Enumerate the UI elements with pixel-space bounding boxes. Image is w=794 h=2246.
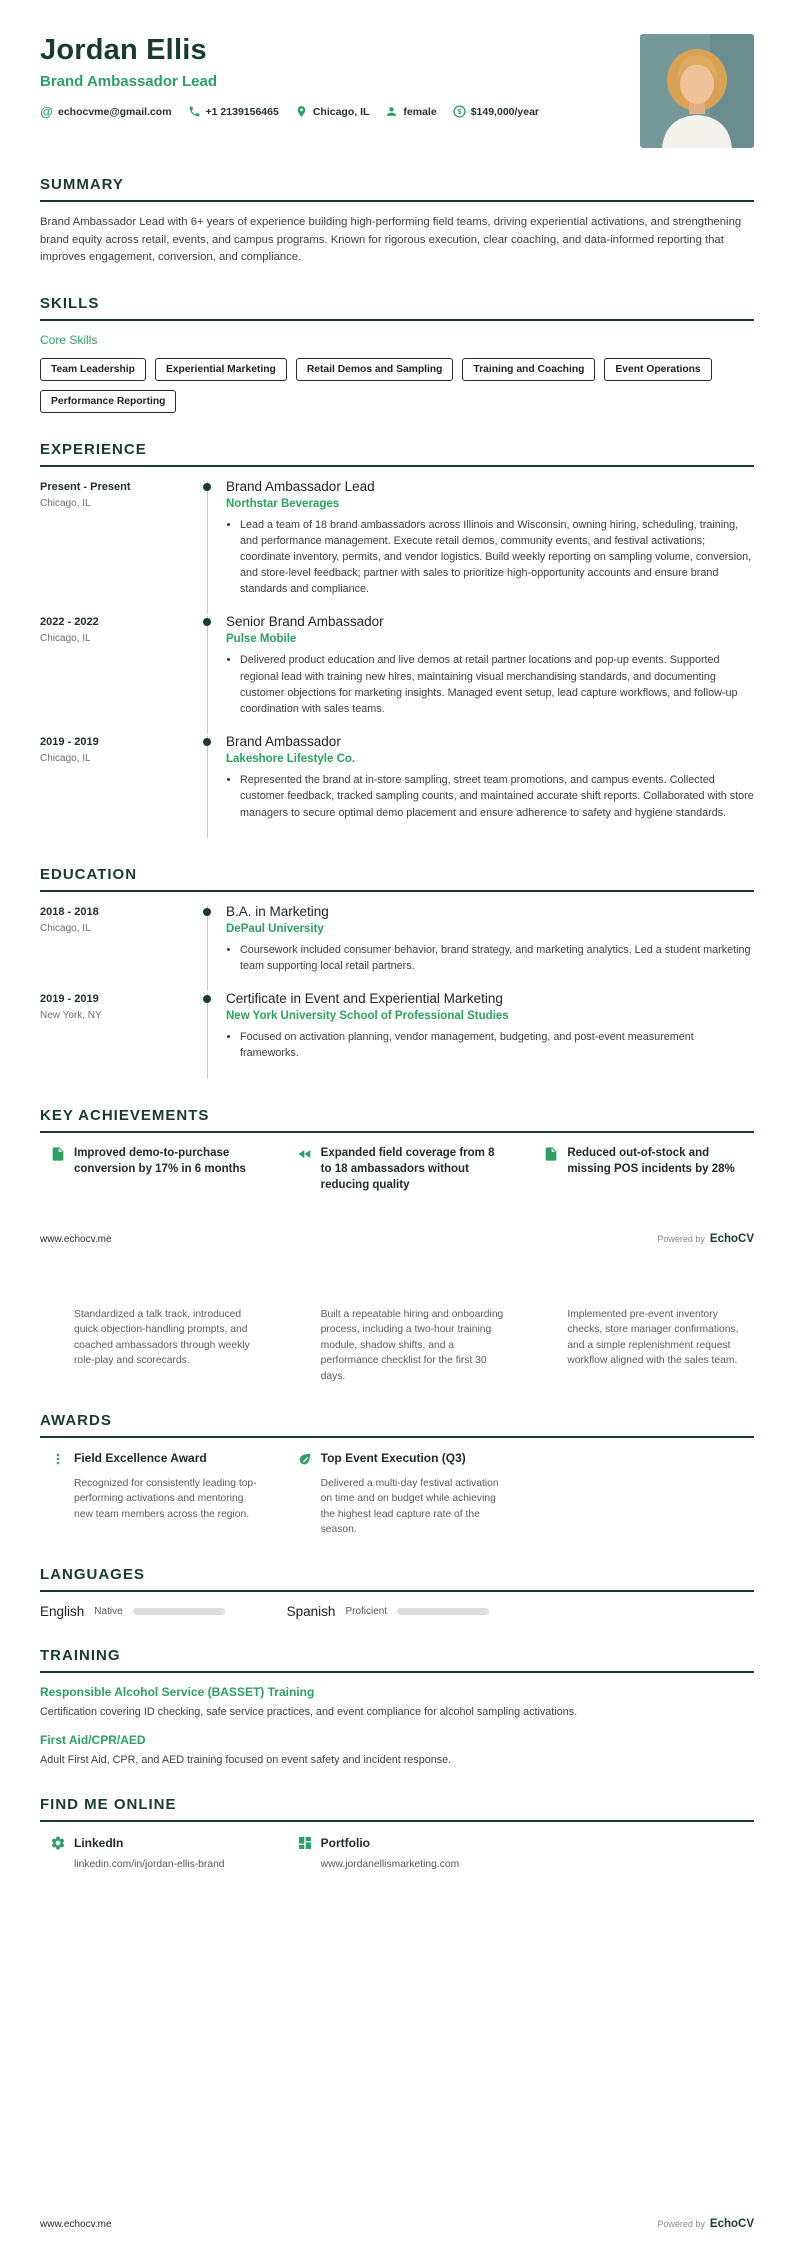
achievement-title: Expanded field coverage from 8 to 18 ambassadors without reducing quality bbox=[320, 1146, 495, 1191]
section-skills bbox=[40, 295, 754, 413]
experience-bullet: • Represented the brand at in-store sampling, street team promotions, and campus events. Collected customer feedback, tracked sampling counts, and maintained accurate shift reports. Collaborated with store managers to secure optimal demo placement and ensure adherence to safety and hygiene standards. bbox=[240, 772, 754, 821]
echocv-brand-link[interactable]: EchoCV bbox=[709, 2218, 754, 2230]
timeline-track bbox=[188, 904, 226, 991]
grid-icon bbox=[297, 1835, 313, 1851]
experience-entry bbox=[40, 479, 754, 615]
contact-phone[interactable] bbox=[188, 105, 279, 118]
online-head bbox=[287, 1834, 508, 1851]
training-description: Adult First Aid, CPR, and AED training focused on event safety and incident response. bbox=[40, 1753, 452, 1766]
page1-footer bbox=[40, 1233, 754, 1245]
award-title: Field Excellence Award bbox=[74, 1450, 207, 1465]
location-pin-icon bbox=[295, 105, 308, 118]
training-item bbox=[40, 1685, 754, 1720]
education-dates: 2018 - 2018 bbox=[40, 905, 99, 918]
rewind-icon bbox=[297, 1146, 313, 1162]
profile-photo bbox=[640, 34, 754, 148]
experience-location: Chicago, IL bbox=[40, 497, 91, 509]
powered-by-label: Powered by bbox=[657, 1233, 705, 1244]
footer-powered-by bbox=[657, 1233, 754, 1245]
experience-entry bbox=[40, 734, 754, 838]
timeline-dot bbox=[203, 618, 211, 626]
skill-chip: Event Operations bbox=[604, 358, 711, 381]
experience-bullet-list bbox=[226, 517, 754, 598]
experience-location: Chicago, IL bbox=[40, 633, 91, 645]
education-entry bbox=[40, 904, 754, 991]
section-awards bbox=[40, 1412, 754, 1538]
education-dates-cell bbox=[40, 991, 188, 1078]
skill-chip: Team Leadership bbox=[40, 358, 146, 381]
skills-chip-list bbox=[40, 358, 754, 413]
resume-header bbox=[40, 34, 754, 148]
footer-powered-by bbox=[657, 2218, 754, 2230]
experience-bullet-list bbox=[226, 772, 754, 821]
email-icon: @ bbox=[40, 104, 53, 119]
education-dates: 2019 - 2019 bbox=[40, 993, 99, 1006]
timeline-dot bbox=[203, 995, 211, 1003]
section-summary bbox=[40, 176, 754, 267]
experience-bullet-list bbox=[226, 652, 754, 717]
training-description: Certification covering ID checking, safe service practices, and event compliance for alcohol sampling activations. bbox=[40, 1705, 578, 1718]
header-text bbox=[40, 34, 539, 118]
section-find-me-online bbox=[40, 1796, 754, 1870]
award-head bbox=[40, 1450, 261, 1467]
section-training bbox=[40, 1647, 754, 1768]
education-heading: EDUCATION bbox=[40, 866, 754, 892]
education-bullet: • Focused on activation planning, vendor management, budgeting, and post-event measurement frameworks. bbox=[240, 1029, 754, 1061]
training-item bbox=[40, 1733, 754, 1768]
education-bullet: • Coursework included consumer behavior, brand strategy, and marketing analytics. Led a student marketing team supporting local retail partners. bbox=[240, 942, 754, 974]
education-degree: B.A. in Marketing bbox=[226, 903, 329, 919]
achievement-item bbox=[40, 1145, 261, 1193]
experience-location: Chicago, IL bbox=[40, 753, 91, 765]
experience-company: Northstar Beverages bbox=[226, 497, 340, 510]
gear-icon bbox=[50, 1835, 66, 1851]
contact-location bbox=[295, 105, 370, 118]
online-grid-spacer bbox=[533, 1834, 754, 1870]
education-body bbox=[226, 904, 754, 991]
achievements-heading: KEY ACHIEVEMENTS bbox=[40, 1107, 754, 1133]
candidate-headline: Brand Ambassador Lead bbox=[40, 73, 217, 90]
skill-chip: Retail Demos and Sampling bbox=[296, 358, 454, 381]
experience-body bbox=[226, 734, 754, 838]
file-icon bbox=[50, 1146, 66, 1162]
contact-email[interactable] bbox=[40, 105, 172, 118]
timeline-dot bbox=[203, 738, 211, 746]
salary-icon bbox=[453, 105, 466, 118]
timeline-dot bbox=[203, 908, 211, 916]
timeline-track bbox=[188, 991, 226, 1078]
online-head bbox=[40, 1834, 261, 1851]
languages-grid-spacer bbox=[533, 1604, 754, 1619]
powered-by-label: Powered by bbox=[657, 2219, 705, 2229]
language-item bbox=[40, 1604, 261, 1619]
languages-grid bbox=[40, 1604, 754, 1619]
training-title: Responsible Alcohol Service (BASSET) Training bbox=[40, 1684, 315, 1699]
profile-photo-illustration bbox=[640, 34, 754, 148]
timeline-track bbox=[188, 614, 226, 734]
language-proficiency-bar bbox=[397, 1608, 489, 1615]
award-description: Delivered a multi-day festival activation on time and on budget while achieving the highest lead capture rate of the season. bbox=[320, 1477, 499, 1536]
skill-chip: Performance Reporting bbox=[40, 390, 176, 413]
online-heading: FIND ME ONLINE bbox=[40, 1796, 754, 1822]
award-title: Top Event Execution (Q3) bbox=[320, 1450, 466, 1465]
achievement-description: Built a repeatable hiring and onboarding process, including a two-hour training module, shadow shifts, and a performance checklist for the first 30 days. bbox=[320, 1308, 504, 1382]
online-label: LinkedIn bbox=[74, 1835, 124, 1850]
experience-company: Lakeshore Lifestyle Co. bbox=[226, 753, 356, 766]
contact-salary bbox=[453, 105, 539, 118]
contact-row bbox=[40, 105, 539, 118]
online-item-portfolio bbox=[287, 1834, 508, 1870]
online-grid bbox=[40, 1834, 754, 1870]
language-level: Proficient bbox=[345, 1605, 388, 1617]
achievement-title: Reduced out-of-stock and missing POS incidents by 28% bbox=[567, 1146, 735, 1175]
achievement-item bbox=[287, 1145, 508, 1193]
timeline-track bbox=[188, 734, 226, 838]
education-school: New York University School of Professional Studies bbox=[226, 1010, 509, 1023]
language-name: Spanish bbox=[286, 1603, 336, 1619]
timeline-track bbox=[188, 479, 226, 615]
contact-salary-text: $149,000/year bbox=[470, 105, 540, 118]
file-icon bbox=[543, 1146, 559, 1162]
portfolio-url[interactable]: www.jordanellismarketing.com bbox=[320, 1859, 460, 1871]
achievements-description-grid bbox=[40, 1307, 754, 1384]
summary-heading: SUMMARY bbox=[40, 176, 754, 202]
section-achievements bbox=[40, 1107, 754, 1193]
education-body bbox=[226, 991, 754, 1078]
candidate-name: Jordan Ellis bbox=[40, 34, 207, 66]
training-title: First Aid/CPR/AED bbox=[40, 1732, 146, 1747]
online-item-linkedin bbox=[40, 1834, 261, 1870]
achievement-description: Implemented pre-event inventory checks, store manager confirmations, and a simple replenishment request workflow aligned with the sales team. bbox=[567, 1308, 739, 1367]
training-heading: TRAINING bbox=[40, 1647, 754, 1673]
achievement-item bbox=[533, 1145, 754, 1193]
skills-heading: SKILLS bbox=[40, 295, 754, 321]
skills-group-label: Core Skills bbox=[40, 332, 98, 347]
experience-dates: 2019 - 2019 bbox=[40, 736, 99, 749]
experience-bullet: • Lead a team of 18 brand ambassadors across Illinois and Wisconsin, owning hiring, scheduling, training, and performance management. Execute retail demos, community events, and festival activations; coordinate inventory, permits, and vendor logistics. Build weekly reporting on sampling volume, conversion, and store-level feedback; partner with sales to prioritize high-opportunity accounts and ensure brand standards and compliance. bbox=[240, 517, 754, 598]
education-school: DePaul University bbox=[226, 922, 324, 935]
experience-heading: EXPERIENCE bbox=[40, 441, 754, 467]
section-education bbox=[40, 866, 754, 1079]
education-degree: Certificate in Event and Experiential Marketing bbox=[226, 991, 503, 1007]
experience-job-title: Brand Ambassador bbox=[226, 734, 341, 750]
award-description: Recognized for consistently leading top-performing activations and mentoring new team members across the region. bbox=[74, 1477, 257, 1520]
summary-text: Brand Ambassador Lead with 6+ years of experience building high-performing field teams, driving experiential activations, and strengthening brand equity across retail, events, and campus programs. Known for rigorous execution, clear coaching, and data-informed reporting that improves engagement, conversion, and compliance. bbox=[40, 216, 742, 263]
svg-text:$: $ bbox=[457, 109, 462, 117]
experience-bullet: • Delivered product education and live demos at retail partner locations and pop-up events. Supported regional lead with training new hires, maintaining visual merchandising standards, and documenting customer objections for marketing insights. Managed event setup, lead capture workflows, and follow-up coordination with sales teams. bbox=[240, 652, 754, 717]
achievement-title: Improved demo-to-purchase conversion by 17% in 6 months bbox=[74, 1146, 246, 1175]
language-item bbox=[287, 1604, 508, 1619]
awards-grid-spacer bbox=[533, 1450, 754, 1538]
experience-dates: Present - Present bbox=[40, 480, 131, 493]
experience-dates-cell bbox=[40, 479, 188, 615]
contact-email-text: echocvme@gmail.com bbox=[58, 105, 172, 118]
section-languages bbox=[40, 1566, 754, 1619]
contact-gender bbox=[385, 105, 436, 118]
experience-body bbox=[226, 479, 754, 615]
award-item bbox=[40, 1450, 261, 1538]
language-level: Native bbox=[94, 1605, 123, 1617]
skill-chip: Experiential Marketing bbox=[155, 358, 287, 381]
person-icon bbox=[385, 105, 398, 118]
experience-company: Pulse Mobile bbox=[226, 633, 297, 646]
education-entry bbox=[40, 991, 754, 1078]
experience-dates-cell bbox=[40, 614, 188, 734]
phone-icon bbox=[188, 105, 201, 118]
award-head bbox=[287, 1450, 508, 1467]
leaf-icon bbox=[297, 1451, 313, 1467]
experience-job-title: Brand Ambassador Lead bbox=[226, 478, 375, 494]
dots-vertical-icon bbox=[50, 1451, 66, 1467]
award-item bbox=[287, 1450, 508, 1538]
education-location: Chicago, IL bbox=[40, 922, 91, 934]
footer-site-link[interactable]: www.echocv.me bbox=[40, 2219, 112, 2230]
experience-dates: 2022 - 2022 bbox=[40, 616, 99, 629]
experience-dates-cell bbox=[40, 734, 188, 838]
education-dates-cell bbox=[40, 904, 188, 991]
languages-heading: LANGUAGES bbox=[40, 1566, 754, 1592]
language-proficiency-bar bbox=[133, 1608, 225, 1615]
language-name: English bbox=[40, 1603, 85, 1619]
timeline-dot bbox=[203, 483, 211, 491]
echocv-brand-link[interactable]: EchoCV bbox=[709, 1232, 754, 1245]
page2-footer bbox=[40, 2218, 754, 2230]
experience-entry bbox=[40, 614, 754, 734]
skill-chip: Training and Coaching bbox=[462, 358, 595, 381]
education-location: New York, NY bbox=[40, 1010, 102, 1022]
contact-location-text: Chicago, IL bbox=[312, 105, 370, 118]
footer-site-link[interactable]: www.echocv.me bbox=[40, 1233, 112, 1245]
education-bullet-list bbox=[226, 942, 754, 974]
experience-job-title: Senior Brand Ambassador bbox=[226, 614, 384, 630]
experience-body bbox=[226, 614, 754, 734]
achievements-title-grid bbox=[40, 1145, 754, 1193]
awards-heading: AWARDS bbox=[40, 1412, 754, 1438]
education-bullet-list bbox=[226, 1029, 754, 1061]
section-experience bbox=[40, 441, 754, 838]
linkedin-url[interactable]: linkedin.com/in/jordan-ellis-brand bbox=[74, 1859, 225, 1871]
online-label: Portfolio bbox=[320, 1835, 370, 1850]
contact-gender-text: female bbox=[403, 105, 437, 118]
achievement-description: Standardized a talk track, introduced quick objection-handling prompts, and coached ambassadors through weekly role-play and scorecards. bbox=[74, 1308, 250, 1367]
contact-phone-text: +1 2139156465 bbox=[205, 105, 279, 118]
awards-grid bbox=[40, 1450, 754, 1538]
